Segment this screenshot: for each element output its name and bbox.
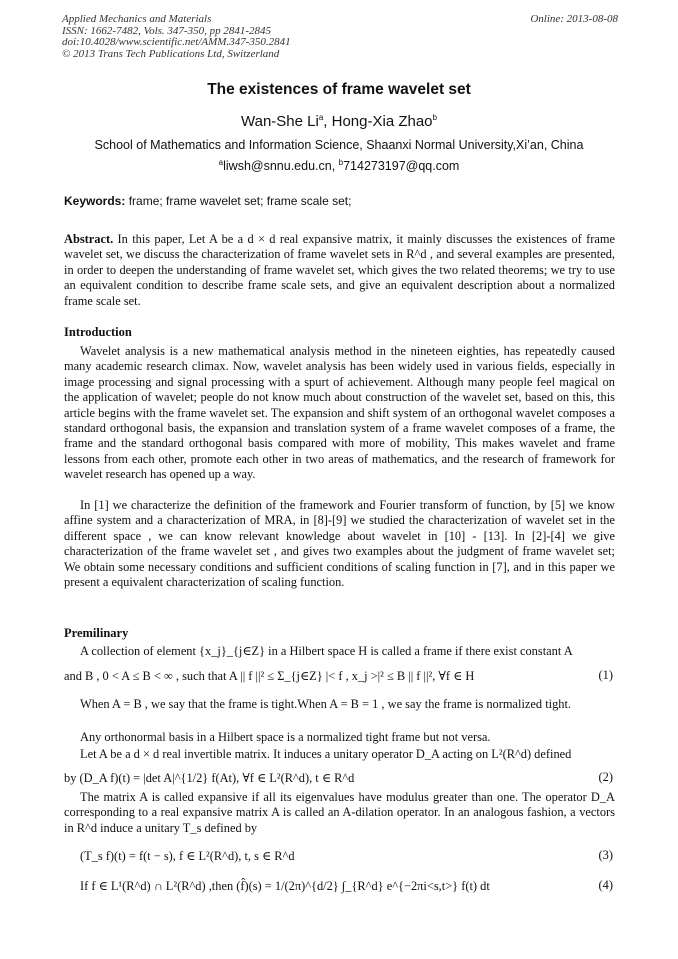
- equation-2-number: (2): [598, 770, 613, 784]
- preliminary-heading: Premilinary: [64, 626, 129, 640]
- author-2-sup: b: [432, 113, 437, 122]
- email-1: liwsh@snnu.edu.cn,: [223, 159, 339, 173]
- author-1-sup: a: [318, 113, 324, 122]
- keywords-text: frame; frame wavelet set; frame scale set;: [125, 194, 352, 208]
- copyright-line: © 2013 Trans Tech Publications Ltd, Switzerland: [62, 47, 280, 60]
- preliminary-paragraph-2: When A = B , we say that the frame is tight.When A = B = 1 , we say the frame is normalized tight.: [80, 697, 572, 711]
- author-2: Hong-Xia Zhao: [331, 113, 433, 130]
- journal-name: Applied Mechanics and Materials: [62, 13, 212, 25]
- author-line: [0, 113, 678, 130]
- preliminary-paragraph-3: Any orthonormal basis in a Hilbert space is a normalized tight frame but not versa.: [80, 730, 491, 744]
- email-1-sup: a: [218, 157, 224, 167]
- equation-2-body: by (D_A f)(t) = |det A|^{1/2} f(At), ∀f ∈ L²(R^d), t ∈ R^d: [64, 771, 355, 785]
- equation-3: [64, 848, 615, 864]
- email-2-sup: b: [338, 157, 344, 167]
- keywords-label: Keywords:: [64, 194, 126, 208]
- equation-4-body: If f ∈ L¹(R^d) ∩ L²(R^d) ,then (f̂)(s) = 1/(2π)^{d/2} ∫_{R^d} e^{−2πi<s,t>} f(t) dt: [80, 879, 490, 893]
- introduction-paragraph-1: Wavelet analysis is a new mathematical analysis method in the nineteen eighties, has repeatedly caused many academic research climax. Now, wavelet analysis has been widely used in various fields, especially in image processing and signal processing with a spurt of achievement. Although many people feel magical on the application of wavelet; people do not know much about construction of the wavelet set, based on this, this article begins with the frame wavelet set. The expansion and shift system of an orthogonal wavelet composes a standard orthogonal basis, the expansion and translation system of a frame wavelet composes of a frame, the frame and the standard orthogonal basis compared with more of mobility, This makes wavelet and frame lessons from each other, promote each other in two areas of mathematics, and the research of framework for wavelet research has opened up a way.: [64, 344, 615, 482]
- preliminary-paragraph-1: A collection of element {x_j}_{j∈Z} in a Hilbert space H is called a frame if there exist constant A: [80, 644, 573, 658]
- abstract-label: Abstract.: [64, 232, 114, 246]
- introduction-heading: Introduction: [64, 325, 132, 339]
- equation-2: [64, 770, 615, 786]
- online-date: Online: 2013-08-08: [530, 13, 618, 25]
- abstract-text: In this paper, Let A be a d × d real expansive matrix, it mainly discusses the existences of frame wavelet set, we discuss the characterization of frame wavelet sets in R^d , and several examples are presented, in order to deepen the understanding of frame wavelet set, which gives the two related theorems; we try to use an equivalent condition to describe frame scale sets, and give an equivalent description about a normalized frame scale set.: [64, 232, 615, 308]
- email-2: 714273197@qq.com: [343, 159, 460, 173]
- equation-4-number: (4): [598, 878, 613, 892]
- equation-1-number: (1): [598, 668, 613, 682]
- equation-3-number: (3): [598, 848, 613, 862]
- email-line: [0, 159, 678, 173]
- equation-4: [64, 878, 615, 894]
- issn-line: ISSN: 1662-7482, Vols. 347-350, pp 2841-2845: [62, 24, 271, 37]
- doi-line: doi:10.4028/www.scientific.net/AMM.347-350.2841: [62, 36, 291, 48]
- author-separator: ,: [323, 113, 332, 130]
- affiliation: School of Mathematics and Information Science, Shaanxi Normal University,Xi’an, China: [94, 138, 584, 152]
- equation-3-body: (T_s f)(t) = f(t − s), f ∈ L²(R^d), t, s ∈ R^d: [80, 849, 295, 863]
- equation-1: [64, 668, 615, 684]
- journal-header: [62, 14, 618, 60]
- keywords: [64, 194, 624, 208]
- author-1: Wan-She Li: [241, 113, 319, 130]
- preliminary-paragraph-4: Let A be a d × d real invertible matrix. It induces a unitary operator D_A acting on L²(R^d) defined: [80, 747, 572, 761]
- preliminary-paragraph-5: The matrix A is called expansive if all its eigenvalues have modulus greater than one. The operator D_A corresponding to a real expansive matrix A is called an A-dilation operator. In an analogous fashion, a vectors in R^d induce a unitary T_s defined by: [64, 790, 615, 835]
- abstract: [64, 232, 615, 309]
- introduction-paragraph-2: In [1] we characterize the definition of the framework and Fourier transform of function, by [5] we know affine system and a characterization of MRA, in [8]-[9] we studied the characterization of wavelet set in the different space , we can know relevant knowledge about wavelet in [10] - [13]. In [2]-[4] we give characterization of the frame wavelet set , and gives two examples about the judgment of frame wavelet set; We obtain some necessary conditions and sufficient conditions of scaling function in [7], and in this paper we present a equivalent characterization of scaling function.: [64, 498, 615, 590]
- equation-1-body: and B , 0 < A ≤ B < ∞ , such that A || f ||² ≤ Σ_{j∈Z} |< f , x_j >|² ≤ B || f ||², ∀f ∈ H: [64, 669, 475, 683]
- paper-title: The existences of frame wavelet set: [207, 81, 471, 98]
